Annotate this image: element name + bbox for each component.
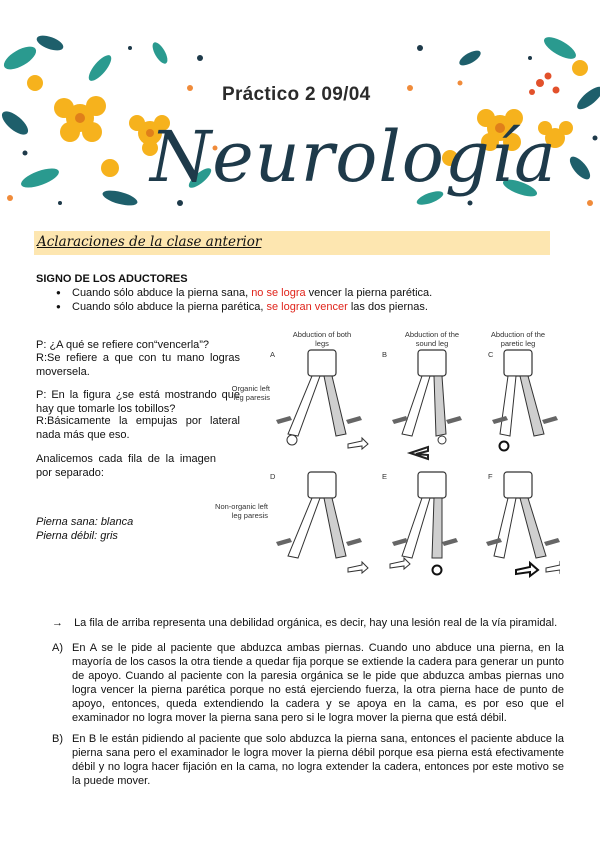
figure-column-label: Abduction of both legs [292, 330, 352, 348]
practical-subtitle: Práctico 2 09/04 [222, 84, 371, 105]
panel-label: F [488, 472, 493, 481]
paragraph-letter: A) [52, 642, 63, 654]
legs-illustration [214, 328, 560, 584]
adductor-sign-figure [214, 328, 560, 584]
panel-label: E [382, 472, 388, 481]
answer-2: R:Básicamente la empujas por lateral nada más que eso. [36, 415, 240, 441]
paragraph-a [52, 641, 564, 725]
bullet-item: ● Cuando sólo abduce la pierna parética, se logran vencer las dos piernas. [56, 300, 432, 314]
panel-label: A [270, 350, 276, 359]
answer-1: R:Se refiere a que con tu mano logras moverselа. [36, 352, 240, 378]
right-arrow-icon: → [52, 617, 63, 629]
arrow-note-text: La fila de arriba representa una debilidad orgánica, es decir, hay una lesión real de la vía piramidal. [74, 617, 558, 629]
panel-label: B [382, 350, 388, 359]
section-title: Aclaraciones de la clase anterior [37, 234, 262, 250]
paragraph-b [52, 732, 564, 788]
bullet-item: ● Cuando sólo abduce la pierna sana, no se logra vencer la pierna parética. [56, 286, 432, 300]
figure-row-label: Organic left leg paresis [231, 384, 270, 402]
arrow-note [52, 617, 557, 629]
bullet-list [56, 286, 432, 314]
paragraph-text: En B le están pidiendo al paciente que solo abduzca la pierna sana, entonces el paciente abduce la pierna sana pero el examinador le logra mover la pierna débil porque esa pierna está efectivamente débil y no logra hacer fijación en la cama, no logra extender la cadera, entonces por este motivo se la puede mover. [72, 733, 564, 787]
question-1: P: ¿A qué se refiere con“vencerla”? [36, 339, 210, 351]
panel-label: C [488, 350, 494, 359]
panel-label: D [270, 472, 276, 481]
figure-column-label: Abduction of the sound leg [404, 330, 460, 348]
section-title-bar [34, 231, 550, 255]
legend-weak-leg: Pierna débil: gris [36, 530, 118, 542]
legend-healthy-leg: Pierna sana: blanca [36, 516, 134, 528]
analysis-note: Analicemos cada fila de la imagen por separado: [36, 453, 216, 479]
header-banner [0, 28, 600, 214]
paragraph-text: En A se le pide al paciente que abduzca ambas piernas. Cuando uno abduce una pierna, en la mayoría de los casos la otra tiende a quedar fija porque se extiende la cadera para generar un punto de apoyo. Cuando al paciente con la paresia orgánica se le pide que abduzca ambas piernas uno logra vencer la pierna parética porque no está ejerciendo fuerza, la otra pierna hace de punto de apoyo, entonces, queda extendiendo la cadera y se apoya en la cama, es por eso que el examinador no logra mover la pierna sana pero si le logra mover la pierna que está débil. [72, 642, 564, 724]
page-title: Neurología [150, 116, 557, 198]
figure-column-label: Abduction of the paretic leg [490, 330, 546, 348]
paragraph-letter: B) [52, 733, 63, 745]
topic-heading: SIGNO DE LOS ADUCTORES [36, 273, 188, 285]
question-2: P: En la figura ¿se está mostrando que hay que tomarle los tobillos? [36, 389, 240, 415]
figure-row-label: Non-organic left leg paresis [215, 502, 268, 520]
